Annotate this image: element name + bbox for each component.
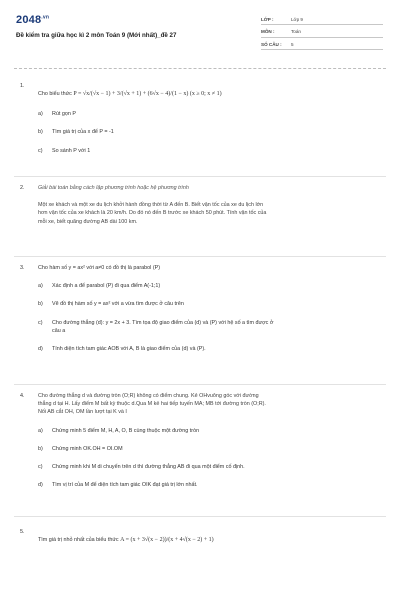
question-title: Giải bài toán bằng cách lập phương trình hoặc hệ phương trình — [38, 185, 189, 191]
meta-value: Lớp 9 — [291, 16, 303, 22]
meta-key: MÔN : — [261, 29, 275, 34]
question-separator — [14, 516, 386, 517]
question-separator — [14, 256, 386, 257]
logo-text: 2048 — [16, 14, 42, 26]
stem-text: Cho biểu thức — [38, 91, 72, 97]
question-3 — [20, 264, 382, 353]
meta-value: 5 — [291, 41, 294, 47]
sub-label: b) — [38, 301, 43, 308]
question-separator — [14, 384, 386, 385]
meta-row-class — [261, 14, 383, 25]
document-title: Đề kiểm tra giữa học kì 2 môn Toán 9 (Mới nhất)_đề 27 — [16, 32, 177, 39]
sub-label: a) — [38, 111, 43, 118]
question-2 — [20, 184, 382, 226]
sub-question-b — [38, 300, 382, 308]
sub-label: c) — [38, 319, 43, 326]
question-1 — [20, 82, 382, 155]
question-number: 1. — [20, 83, 25, 89]
sub-text: Vẽ đồ thị hàm số y = ax² với a vừa tìm được ở câu trên — [52, 301, 184, 308]
sub-text: Chứng minh OK.OH = OI.OM — [52, 445, 123, 452]
paragraph-line: Cho đường thẳng d và đường tròn (O;R) không có điểm chung. Kẻ OHvuông góc với đường — [38, 393, 259, 399]
sub-label: a) — [38, 427, 43, 434]
question-body — [38, 264, 382, 353]
paragraph-line: hơn vận tốc của xe khách là 20 km/h. Do đó nó đến B trước xe khách 50 phút. Tính vận tốc của — [38, 210, 267, 217]
question-5 — [20, 528, 382, 544]
question-number: 4. — [20, 393, 25, 399]
question-body — [38, 82, 382, 155]
stem-text: Tìm giá trị nhỏ nhất của biểu thức — [38, 537, 119, 543]
question-stem — [38, 90, 382, 98]
sub-question-a — [38, 282, 382, 290]
question-number: 5. — [20, 529, 25, 535]
sub-text: Chứng minh khi M di chuyển trên d thì đường thẳng AB đi qua một điểm cố định. — [52, 464, 245, 471]
paragraph-line: Một xe khách và một xe du lịch khởi hành đồng thời từ A đến B. Biết vận tốc của xe du lịch lớn — [38, 202, 264, 209]
meta-key: SỐ CÂU : — [261, 41, 282, 47]
meta-row-subject — [261, 27, 383, 38]
question-body — [38, 184, 382, 226]
sub-question-c — [38, 319, 382, 335]
sub-text: Tính diện tích tam giác AOB với A, B là giao điểm của (d) và (P). — [52, 346, 206, 353]
sub-label: d) — [38, 346, 43, 353]
question-number: 3. — [20, 265, 25, 271]
sub-label: c) — [38, 464, 43, 471]
formula: P = √x/(√x − 1) + 3/(√x + 1) + (6√x − 4)/(1 − x) (x ≥ 0; x ≠ 1) — [73, 91, 222, 97]
question-body — [38, 392, 382, 489]
sub-text: Tìm giá trị của x để P = -1 — [52, 129, 114, 136]
sub-question-b — [38, 128, 382, 136]
meta-row-count — [261, 39, 383, 50]
question-stem: Cho hàm số y = ax² với a≠0 có đồ thị là parabol (P) — [38, 265, 161, 271]
sub-question-c — [38, 147, 382, 155]
sub-label: c) — [38, 147, 43, 154]
sub-text: So sánh P với 1 — [52, 147, 91, 154]
question-stem — [38, 536, 382, 544]
sub-label: d) — [38, 482, 43, 489]
sub-label: b) — [38, 445, 43, 452]
paragraph-line: Nối AB cắt OH, OM lần lượt tại K và I — [38, 409, 127, 416]
logo-suffix: .vn — [41, 14, 50, 21]
sub-question-c — [38, 463, 382, 471]
paragraph-line: thẳng d tại H. Lấy điểm M bất kỳ thuộc d.Qua M kẻ hai tiếp tuyến MA; MB tới đường tròn (O;R). — [38, 401, 266, 408]
sub-question-d — [38, 481, 382, 489]
sub-question-a — [38, 427, 382, 435]
sub-question-b — [38, 445, 382, 453]
document-header — [10, 10, 390, 62]
header-divider — [14, 68, 386, 69]
sub-question-d — [38, 345, 382, 353]
sub-text: Chứng minh 5 điểm M, H, A, O, B cùng thuộc một đường tròn — [52, 427, 200, 434]
sub-text: Cho đường thẳng (d): y = 2x + 3. Tìm tọa độ giao điểm của (d) và (P) với hệ số a tìm được ở — [52, 319, 274, 326]
question-body — [38, 528, 382, 544]
question-separator — [14, 176, 386, 177]
meta-table — [261, 14, 383, 52]
sub-question-a — [38, 110, 382, 118]
sub-label: b) — [38, 129, 43, 136]
site-logo[interactable] — [16, 14, 49, 26]
question-number: 2. — [20, 185, 25, 191]
paragraph-line: mỗi xe, biết quãng đường AB dài 100 km. — [38, 218, 138, 225]
formula: A = (x + 3√(x − 2))/(x + 4√(x − 2) + 1) — [120, 537, 214, 543]
sub-text: Xác định a để parabol (P) đi qua điểm A(-1;1) — [52, 283, 161, 290]
sub-text: Rút gọn P — [52, 111, 76, 118]
meta-value: Toán — [291, 29, 301, 34]
question-4 — [20, 392, 382, 489]
sub-label: a) — [38, 283, 43, 290]
sub-text: câu a — [52, 327, 66, 334]
sub-text: Tìm vị trí của M để diện tích tam giác OIK đạt giá trị lớn nhất. — [52, 482, 198, 489]
meta-key: LỚP : — [261, 16, 274, 22]
